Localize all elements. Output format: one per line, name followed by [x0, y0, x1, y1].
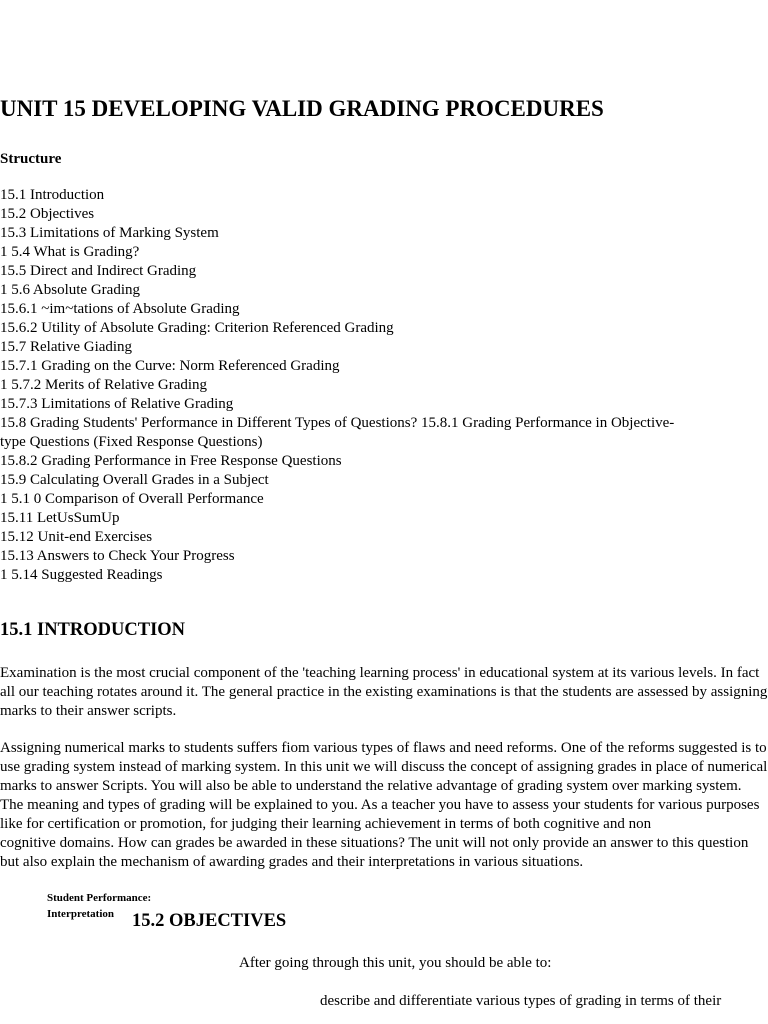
section-heading-objectives: 15.2 OBJECTIVES [132, 911, 287, 931]
toc-item: 15.1 Introduction [0, 187, 105, 203]
intro-paragraph-2-text: Assigning numerical marks to students suffers fiom various types of flaws and need reforms. One of the reforms suggested is to use grading system instead of marking system. In this unit we will discuss the concept of assigning grades in place of numerical marks to answer Scripts. You will also be able to understand the relative advantage of grading system over marking system. The meaning and types of grading will be explained to you. As a teacher you have to assess your students for various purposes like for certification or promotion, for judging their learning achievement in terms of both cognitive and non [0, 740, 768, 832]
toc-item: 15.7.3 Limitations of Relative Grading [0, 396, 234, 412]
toc-item: 15.13 Answers to Check Your Progress [0, 548, 235, 564]
toc-item: 15.3 Limitations of Marking System [0, 225, 219, 241]
intro-paragraph-1: Examination is the most crucial component of the 'teaching learning process' in educational system at its various levels. In fact all our teaching rotates around it. The general practice in the existing examinations is that the students are assessed by assigning marks to their answer scripts. [0, 665, 768, 719]
side-label-student-performance: Student Performance: [47, 892, 152, 904]
toc-item: 15.8.2 Grading Performance in Free Response Questions [0, 453, 342, 469]
section-heading-introduction: 15.1 INTRODUCTION [0, 620, 186, 640]
toc-item: 15.9 Calculating Overall Grades in a Subject [0, 472, 269, 488]
toc-item: 1 5.14 Suggested Readings [0, 567, 163, 583]
toc-item: 15.11 LetUsSumUp [0, 510, 120, 526]
table-of-contents [0, 186, 768, 585]
toc-item: 15.7.1 Grading on the Curve: Norm Referenced Grading [0, 358, 340, 374]
intro-paragraph-2 [0, 739, 768, 872]
toc-item: 1 5.4 What is Grading? [0, 244, 140, 260]
side-label-interpretation: Interpretation [47, 908, 115, 920]
toc-item: 1 5.6 Absolute Grading [0, 282, 140, 298]
toc-item: 15.6.2 Utility of Absolute Grading: Criterion Referenced Grading [0, 320, 394, 336]
toc-item: 15.8 Grading Students' Performance in Different Types of Questions? 15.8.1 Grading Performance in Objective-type Questions (Fixed Response Questions) [0, 415, 675, 450]
intro-paragraph-2-continuation: cognitive domains. How can grades be awarded in these situations? The unit will not only provide an answer to this question but also explain the mechanism of awarding grades and their interpretations in various situations. [0, 835, 749, 870]
toc-item: 15.6.1 ~im~tations of Absolute Grading [0, 301, 240, 317]
toc-item: 15.12 Unit-end Exercises [0, 529, 153, 545]
unit-title: UNIT 15 DEVELOPING VALID GRADING PROCEDURES [0, 96, 604, 121]
structure-label: Structure [0, 151, 62, 167]
objectives-list-item: describe and differentiate various types of grading in terms of their [320, 993, 722, 1009]
toc-item: 1 5.7.2 Merits of Relative Grading [0, 377, 208, 393]
toc-item: 1 5.1 0 Comparison of Overall Performance [0, 491, 264, 507]
toc-item: 15.5 Direct and Indirect Grading [0, 263, 197, 279]
toc-item: 15.7 Relative Giading [0, 339, 133, 355]
toc-item: 15.2 Objectives [0, 206, 95, 222]
objectives-intro-text: After going through this unit, you should be able to: [239, 955, 552, 971]
